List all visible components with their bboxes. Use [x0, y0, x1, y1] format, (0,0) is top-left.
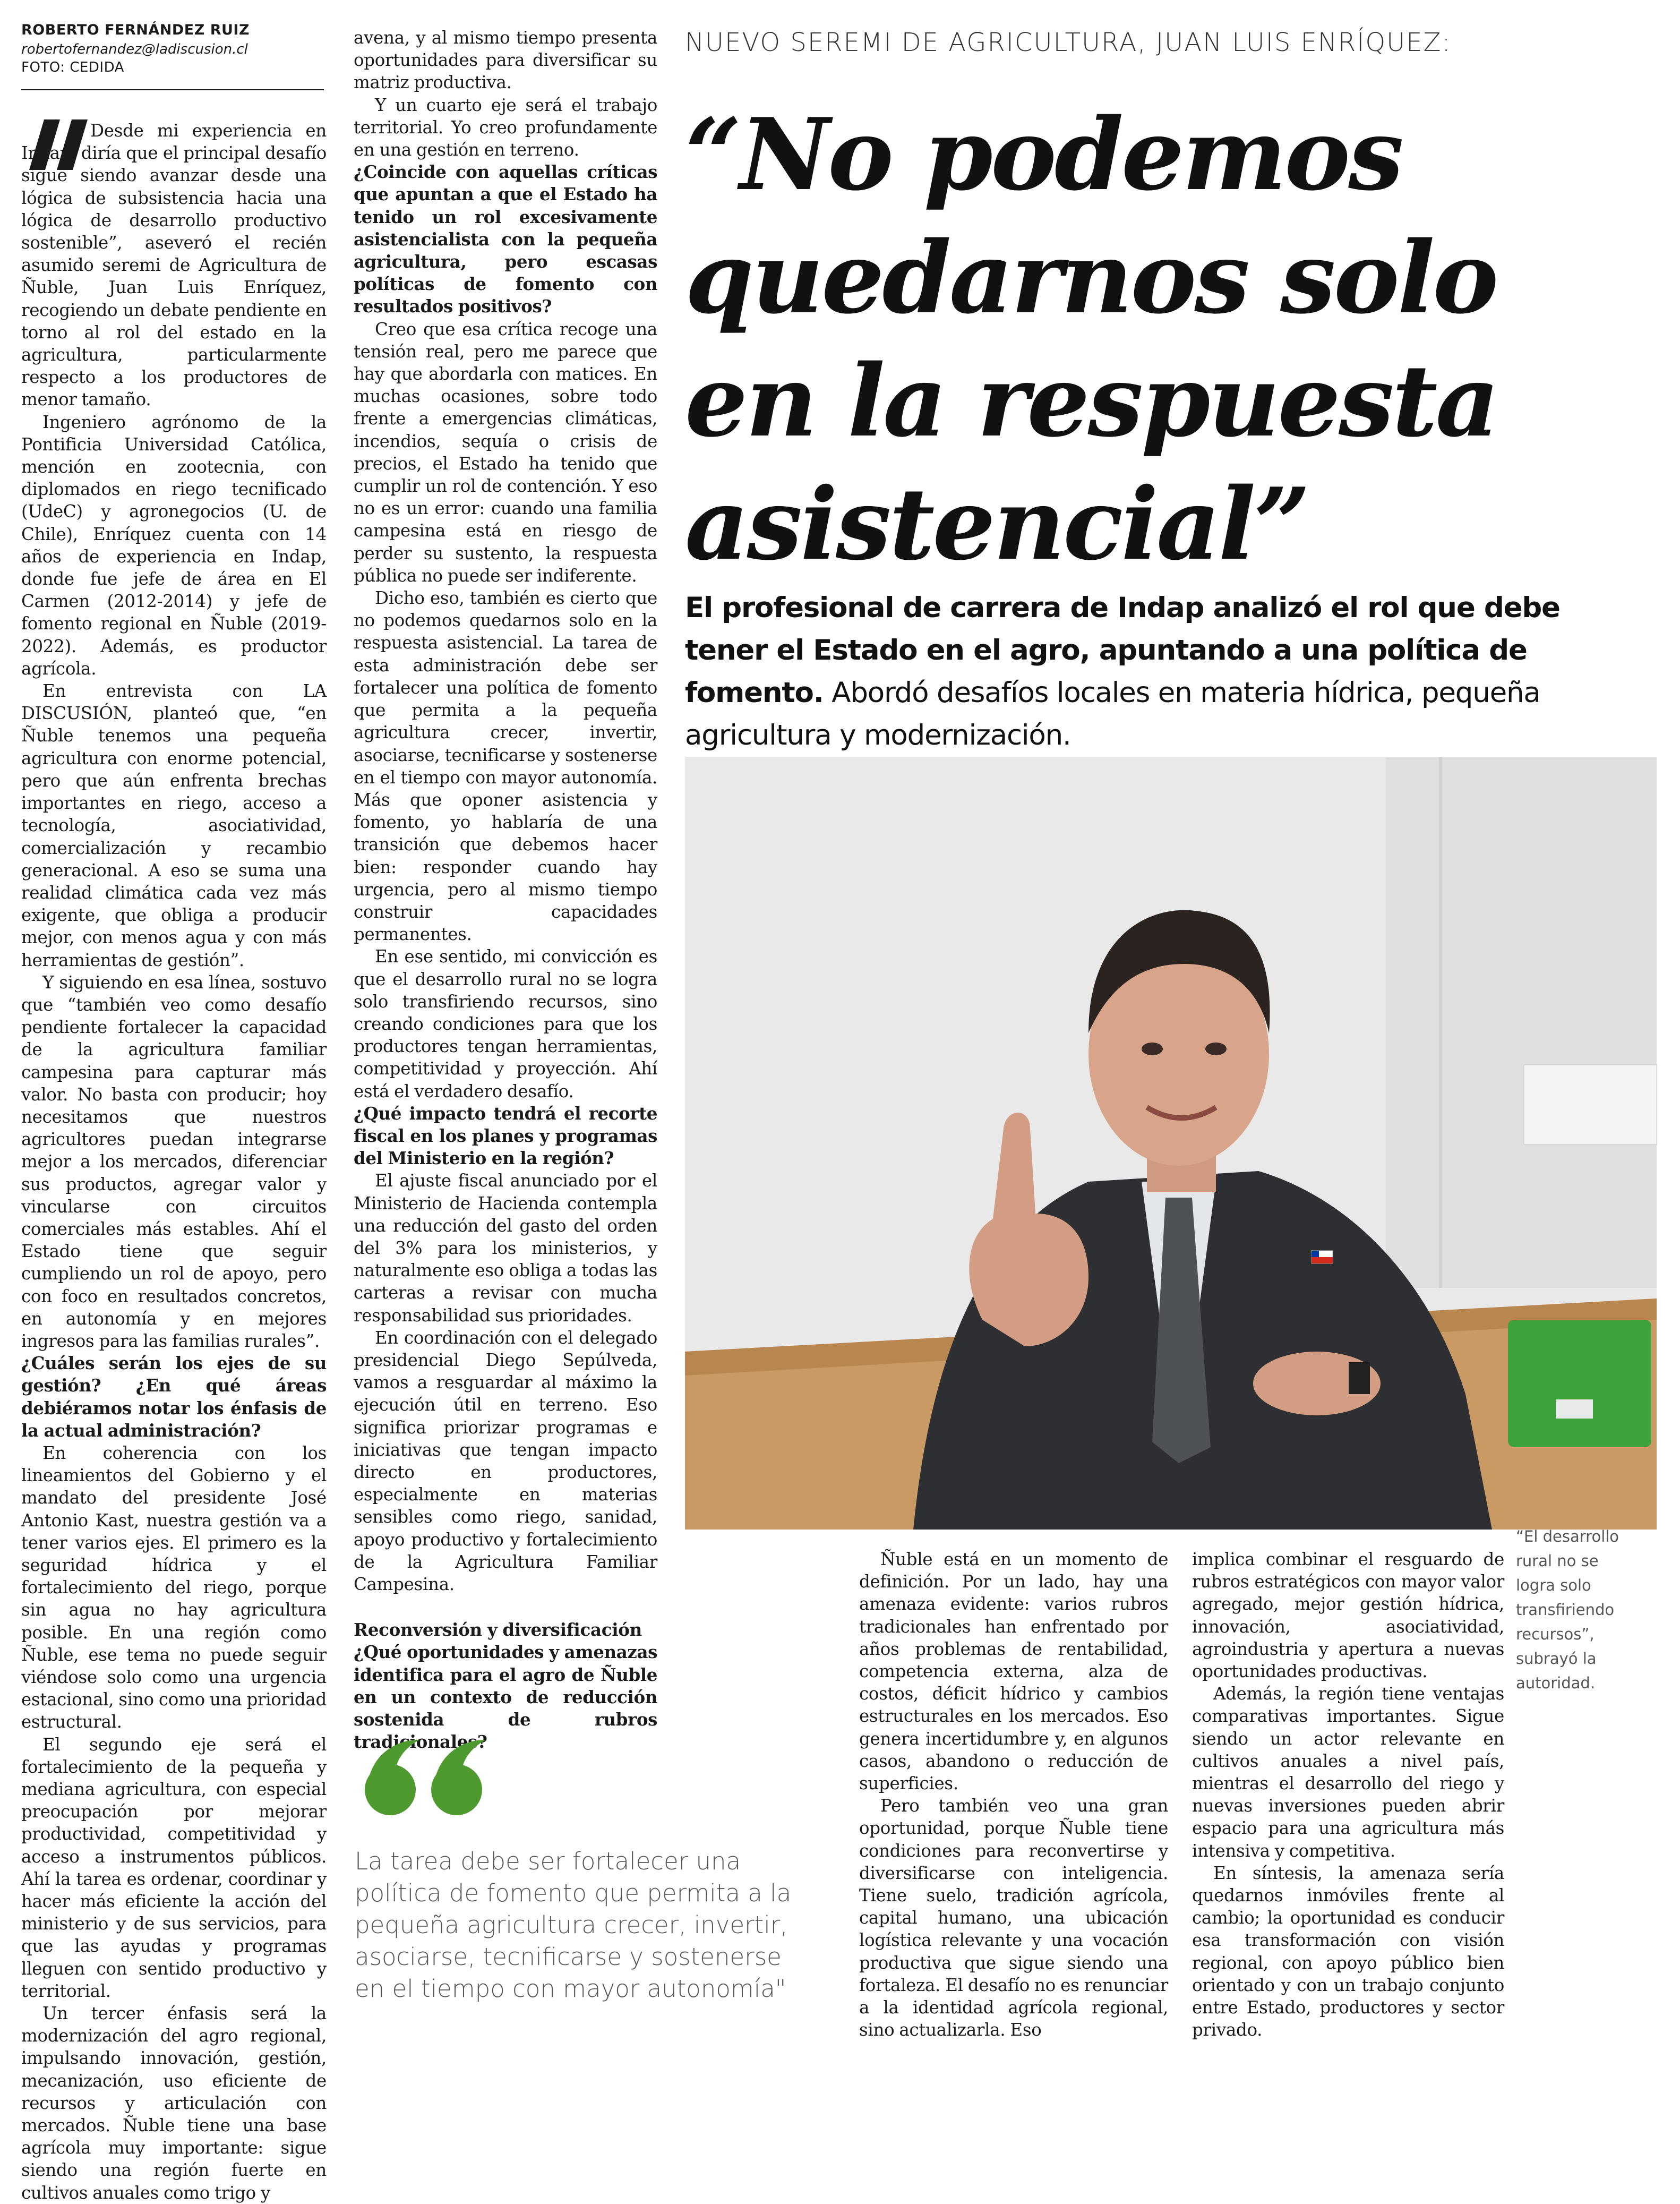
- article-column-4: [1192, 1548, 1504, 2042]
- interview-question: ¿Cuáles serán los ejes de su gestión? ¿En qué áreas debiéramos notar los énfasis de la actual administración?: [21, 1353, 327, 1441]
- photo-seremi: [685, 757, 1657, 1530]
- article-paragraph: En coherencia con los lineamientos del Gobierno y el mandato del presidente José Antonio Kast, nuestra gestión va a tener varios ejes. El primero es la seguridad hídrica y el fortalecimiento del riego, porque sin agua no hay agricultura posible. En una región como Ñuble, ese tema no puede seguir viéndose solo como una urgencia estacional, sino como una prioridad estructural.: [21, 1442, 327, 1732]
- article-paragraph: Pero también veo una gran oportunidad, porque Ñuble tiene condiciones para reconvertirse y diversificarse con inteligencia. Tiene suelo, tradición agrícola, capital humano, una ubicación logística relevante y una vocación productiva que sigue siendo una fortaleza. El desafío no es renunciar a la identidad agrícola regional, sino actualizarla. Eso: [859, 1796, 1168, 2040]
- article-paragraph: El ajuste fiscal anunciado por el Ministerio de Hacienda contempla una reducción del gasto del orden del 3% para los ministerios, y naturalmente eso obliga a todas las carteras a revisar con mucha responsabilidad sus prioridades.: [354, 1171, 657, 1326]
- article-paragraph: Ingeniero agrónomo de la Pontificia Universidad Católica, mención en zootecnia, con diplomados en riego tecnificado (UdeC) y agronegocios (U. de Chile), Enríquez cuenta con 14 años de experiencia en Indap, donde fue jefe de área en El Carmen (2012-2014) y jefe de fomento regional en Ñuble (2019-2022). Además, es productor agrícola.: [21, 412, 327, 679]
- article-paragraph: Y siguiendo en esa línea, sostuvo que “también veo como desafío pendiente fortalecer la capacidad de la agricultura familiar campesina para capturar más valor. No basta con producir; hoy necesitamos que nuestros agricultores puedan integrarse mejor a los mercados, diferenciar sus productos, agregar valor y vincularse con circuitos comerciales más estables. Ahí el Estado tiene que seguir cumpliendo un rol de apoyo, pero con foco en resultados concretos, en autonomía y en mejores ingresos para las familias rurales”.: [21, 972, 327, 1351]
- pullquote-quote-icon: [350, 1737, 488, 1816]
- headline-line: asistencial”: [685, 466, 1309, 582]
- deck-bold: El profesional de carrera de Indap analizó el rol que debe tener el Estado en el agro, apuntando a una política de fomento.: [685, 592, 1560, 709]
- article-paragraph: En entrevista con LA DISCUSIÓN, planteó que, “en Ñuble tenemos una pequeña agricultura con enorme potencial, pero que aún enfrenta brechas importantes en riego, acceso a tecnología, asociatividad, comercialización y recambio generacional. A eso se suma una realidad climática cada vez más exigente, que obliga a producir mejor, con menos agua y con más herramientas de gestión”.: [21, 681, 327, 970]
- article-column-1: [21, 119, 327, 2203]
- article-paragraph: Ñuble está en un momento de definición. Por un lado, hay una amenaza evidente: varios rubros tradicionales han enfrentado por años problemas de rentabilidad, competencia externa, alza de costos, déficit hídrico y cambios estructurales en los mercados. Eso genera incertidumbre y, en algunos casos, abandono o reducción de superficies.: [859, 1549, 1168, 1794]
- byline: [21, 20, 324, 76]
- byline-divider: [21, 89, 324, 90]
- article-column-3: [859, 1548, 1168, 2042]
- headline: [685, 93, 1673, 586]
- article-column-2: [354, 27, 657, 1753]
- pullquote: La tarea debe ser fortalecer una política de fomento que permita a la pequeña agricultura crecer, invertir, asociarse, tecnificarse y sostenerse en el tiempo con mayor autonomía": [355, 1847, 792, 2003]
- article-paragraph: Creo que esa crítica recoge una tensión real, pero me parece que hay que abordarla con matices. En muchas ocasiones, sobre todo frente a emergencias climáticas, incendios, sequía o crisis de precios, el Estado ha tenido que cumplir un rol de contención. Y eso no es un error: cuando una familia campesina está en riesgo de perder su sustento, la respuesta pública no puede ser indiferente.: [354, 319, 657, 586]
- photo-credit: FOTO: CEDIDA: [21, 59, 124, 75]
- article-paragraph: Desde mi experiencia en Indap, diría que el principal desafío sigue siendo avanzar desde una lógica de subsistencia hacia una lógica de desarrollo productivo sostenible”, aseveró el recién asumido seremi de Agricultura de Ñuble, Juan Luis Enríquez, recogiendo un debate pendiente en torno al rol del estado en la agricultura, particularmente respecto a los productores de menor tamaño.: [21, 121, 327, 410]
- article-paragraph: El segundo eje será el fortalecimiento de la pequeña y mediana agricultura, con especial preocupación por mejorar productividad, competitividad y acceso a instrumentos públicos. Ahí la tarea es ordenar, coordinar y hacer más eficiente la acción del ministerio y de sus servicios, para que las ayudas y programas lleguen con sentido productivo y territorial.: [21, 1734, 327, 2001]
- photo-caption: “El desarrollo rural no se logra solo transfiriendo recursos”, subrayó la autoridad.: [1516, 1527, 1619, 1692]
- headline-line: quedarnos solo: [685, 219, 1497, 336]
- article-paragraph: Además, la región tiene ventajas comparativas importantes. Sigue siendo un actor relevante en cultivos anuales a nivel país, mientras el desarrollo del riego y nuevas inversiones pueden abrir espacio para una agricultura más intensiva y competitiva.: [1192, 1684, 1504, 1861]
- article-paragraph: implica combinar el resguardo de rubros estratégicos con mayor valor agregado, mejor gestión hídrica, innovación, asociatividad, agroindustria y apertura a nuevas oportunidades productivas.: [1192, 1549, 1504, 1682]
- section-subheading: Reconversión y diversificación: [354, 1619, 642, 1641]
- headline-line: “No podemos: [685, 96, 1402, 212]
- article-paragraph: Un tercer énfasis será la modernización del agro regional, impulsando innovación, gestión, mecanización, uso eficiente de recursos y articulación con mercados. Ñuble tiene una base agrícola muy importante: sigue siendo una región fuerte en cultivos anuales como trigo y: [21, 2003, 327, 2203]
- deck-regular: Abordó desafíos locales en materia hídrica, pequeña agricultura y modernización.: [685, 677, 1540, 751]
- interview-question: ¿Qué impacto tendrá el recorte fiscal en los planes y programas del Ministerio en la región?: [354, 1103, 657, 1169]
- article-paragraph: Dicho eso, también es cierto que no podemos quedarnos solo en la respuesta asistencial. La tarea de esta administración debe ser fortalecer una política de fomento que permita a la pequeña agricultura crecer, invertir, asociarse, tecnificarse y sostenerse en el tiempo con mayor autonomía. Más que oponer asistencia y fomento, yo hablaría de una transición que debemos hacer bien: responder cuando hay urgencia, pero al mismo tiempo construir capacidades permanentes.: [354, 588, 657, 945]
- headline-line: en la respuesta: [685, 343, 1498, 459]
- article-paragraph: avena, y al mismo tiempo presenta oportunidades para diversificar su matriz productiva.: [354, 28, 657, 93]
- kicker: NUEVO SEREMI DE AGRICULTURA, JUAN LUIS ENRÍQUEZ:: [685, 28, 1452, 57]
- author-name: ROBERTO FERNÁNDEZ RUIZ: [21, 22, 250, 38]
- article-paragraph: En coordinación con el delegado presidencial Diego Sepúlveda, vamos a resguardar al máximo la ejecución útil en terreno. Eso significa priorizar programas e iniciativas que tengan impacto directo en productores, especialmente en materias sensibles como riego, sanidad, apoyo productivo y fortalecimiento de la Agricultura Familiar Campesina.: [354, 1327, 657, 1595]
- article-paragraph: En ese sentido, mi convicción es que el desarrollo rural no se logra solo transfiriendo recursos, sino creando condiciones para que los productores tengan herramientas, competitividad y proyección. Ahí está el verdadero desafío.: [354, 946, 657, 1101]
- photo-illustration: [685, 757, 1657, 1530]
- author-email[interactable]: robertofernandez@ladiscusion.cl: [21, 41, 248, 57]
- interview-question: ¿Qué oportunidades y amenazas identifica para el agro de Ñuble en un contexto de reducción sostenida de rubros tradicionales?: [354, 1642, 657, 1753]
- interview-question: ¿Coincide con aquellas críticas que apuntan a que el Estado ha tenido un rol excesivamente asistencialista con la pequeña agricultura, pero escasas políticas de fomento con resultados positivos?: [354, 161, 657, 317]
- article-paragraph: En síntesis, la amenaza sería quedarnos inmóviles frente al cambio; la oportunidad es conducir esa transformación con visión regional, con apoyo público bien orientado y con un trabajo conjunto entre Estado, productores y sector privado.: [1192, 1863, 1504, 2040]
- article-paragraph: Y un cuarto eje será el trabajo territorial. Yo creo profundamente en una gestión en terreno.: [354, 95, 657, 160]
- deck: [685, 587, 1651, 757]
